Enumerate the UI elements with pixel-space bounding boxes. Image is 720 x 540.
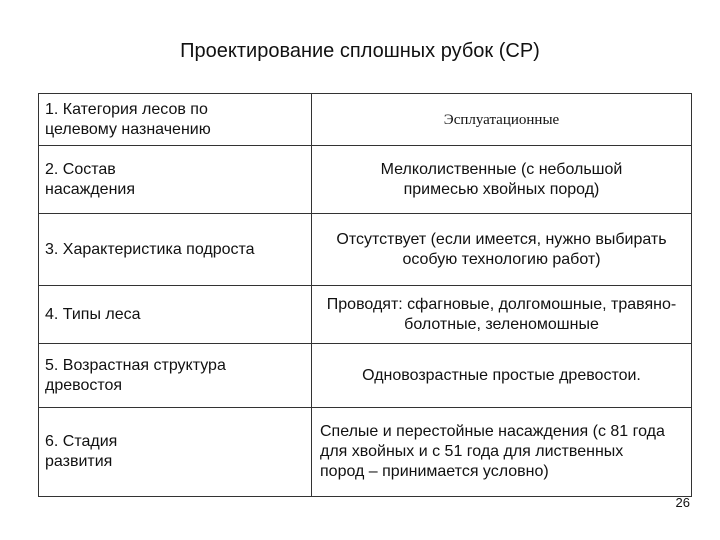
row-label: 6. Стадия развития — [45, 433, 118, 470]
table-row — [39, 94, 691, 146]
table-row — [39, 344, 691, 408]
row-value: Проводят: сфагновые, долгомошные, травяно-болотные, зеленомошные — [311, 286, 691, 343]
row-value: Отсутствует (если имеется, нужно выбирать особую технологию работ) — [311, 214, 691, 285]
row-label: 3. Характеристика подроста — [45, 240, 255, 258]
table-row — [39, 146, 691, 214]
table-row — [39, 408, 691, 496]
row-value: Эсплуатационные — [311, 94, 691, 145]
page-number: 26 — [675, 495, 690, 510]
row-value: Одновозрастные простые древостои. — [311, 344, 691, 407]
row-label: 5. Возрастная структура древостоя — [45, 356, 226, 394]
characteristics-table — [38, 93, 692, 497]
table-row — [39, 286, 691, 344]
row-label: 4. Типы леса — [45, 305, 141, 323]
table-row — [39, 214, 691, 286]
row-label: 2. Состав насаждения — [45, 160, 136, 198]
row-label: 1. Категория лесов по целевому назначению — [45, 100, 211, 138]
row-value: Мелколиственные (с небольшой примесью хвойных пород) — [311, 146, 691, 213]
page-title: Проектирование сплошных рубок (СР) — [180, 40, 540, 62]
row-value: Спелые и перестойные насаждения (с 81 года для хвойных и с 51 года для лиственных пород – принимается условно) — [311, 408, 691, 496]
